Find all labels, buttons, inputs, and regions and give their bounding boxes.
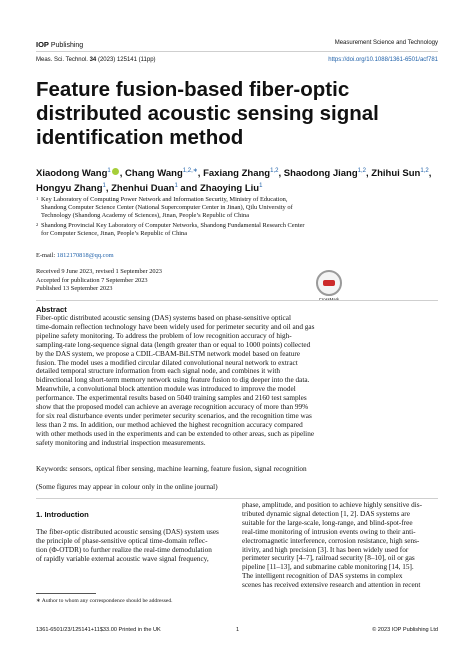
text-line: tributed dynamic signal detection [1, 2]. DAS systems are — [242, 509, 410, 518]
author-separator: , — [197, 168, 204, 180]
affiliation-marker[interactable]: 1,2,∗ — [182, 168, 198, 174]
publisher-logo: IOP Publishing — [36, 40, 84, 49]
text-line: pipeline [11–13], and submarine cable monitoring [14, 15]. — [242, 563, 414, 572]
page-number: 1 — [236, 627, 240, 633]
text-line: the principle of phase-sensitive optical time-domain reflec- — [36, 536, 208, 545]
journal-name: Measurement Science and Technology — [334, 40, 438, 46]
publication-dates: Received 9 June 2023, revised 1 September 2023 Accepted for publication 7 September 2023 Published 13 September 2023 — [36, 268, 163, 292]
text-line: with other methods used in the experiments and can be extended to other areas, such as pipeline — [36, 429, 315, 438]
copyright: © 2023 IOP Publishing Ltd — [372, 627, 438, 633]
affiliation-marker[interactable]: 1,2 — [357, 168, 366, 174]
text-line: time-domain reflection technology have been widely used for perimeter security and oil and gas — [36, 322, 315, 331]
text-line: scenes has received extensive research and attention in recent — [242, 581, 421, 590]
keywords: Keywords: sensors, optical fiber sensing, machine learning, feature fusion, signal recognition — [36, 465, 307, 473]
abstract-bottom-divider — [36, 498, 438, 499]
abstract-top-divider — [36, 300, 438, 301]
text-line: real-time monitoring of intrusion events owing to their anti- — [242, 527, 416, 536]
footer-issn: 1361-6501/23/125141+11$33.00 Printed in the UK — [36, 627, 161, 633]
colour-note: (Some figures may appear in colour only in the online journal) — [36, 483, 218, 491]
text-line: show that the proposed model can achieve an average recognition accuracy of more than 99% — [36, 403, 309, 412]
text-line: safety monitoring and industrial inspection measurements. — [36, 438, 206, 447]
author-name: Faxiang Zhang — [203, 168, 271, 180]
affiliation-marker[interactable]: 1,2 — [420, 168, 429, 174]
text-line: perimeter security [4–7], railroad security [8–10], oil or gas — [242, 554, 415, 563]
text-line: less than 2 ms. In addition, our method achieved the highest recognition accuracy compared — [36, 420, 303, 429]
affiliation-1: 1 Key Laboratory of Computing Power Network and Information Security, Ministry of Education, Shandong Computer Science Center (National Supercomputer Center in Jinan), Qilu University of Technology (Shandong Academy of Sciences), Jinan, People’s Republic of China — [36, 196, 293, 220]
text-line: suitable for the large-scale, long-range, and blind-spot-free — [242, 518, 413, 527]
text-line: The intelligent recognition of DAS systems in complex — [242, 572, 403, 581]
author-name: Chang Wang — [125, 168, 183, 180]
text-line: Meanwhile, a convolutional block attention module was introduced to improve the model — [36, 385, 296, 394]
abstract-body — [36, 314, 438, 448]
footnote-divider — [36, 593, 96, 594]
author-name: Zhihui Sun — [371, 168, 421, 180]
article-title — [36, 78, 438, 150]
title-line: distributed acoustic sensing signal — [36, 102, 379, 125]
affiliation-marker[interactable]: 1 — [107, 168, 111, 174]
crossmark-badge[interactable] — [316, 270, 342, 302]
introduction-heading: 1. Introduction — [36, 510, 89, 519]
author-name: Shaodong Jiang — [283, 168, 358, 180]
text-line: performance. The experimental results based on 5040 training samples and 2160 test samples — [36, 394, 307, 403]
text-line: tion (Φ-OTDR) to further realize the real-time demodulation — [36, 545, 212, 554]
intro-right-column — [242, 501, 438, 590]
author-line — [36, 165, 438, 180]
title-line: identification method — [36, 126, 244, 149]
text-line: electromagnetic interference, corrosion resistance, high sens- — [242, 536, 420, 545]
author-separator: , — [119, 168, 126, 180]
author-separator: , — [365, 168, 372, 180]
affiliation-2: 2 Shandong Provincial Key Laboratory of Computer Networks, Shandong Fundamental Research Center for Computer Science, Jinan, People’s Republic of China — [36, 222, 305, 238]
text-line: bidirectional long short-term memory network using feature fusion to dig deeper into the data. — [36, 376, 310, 385]
corresponding-email: E-mail: 1812170818@qq.com — [36, 252, 114, 259]
abstract-heading: Abstract — [36, 305, 67, 314]
text-line: Fiber-optic distributed acoustic sensing (DAS) systems based on phase-sensitive optical — [36, 314, 291, 322]
author-line — [36, 180, 438, 195]
affiliation-marker[interactable]: 1 — [259, 183, 263, 190]
crossmark-icon — [316, 270, 342, 296]
affiliation-marker[interactable]: 1,2 — [270, 168, 279, 174]
affiliation-marker[interactable]: 1 — [102, 183, 106, 190]
email-link[interactable]: 1812170818@qq.com — [56, 252, 114, 259]
intro-left-column — [36, 528, 232, 564]
author-name: Zhaoying Liu — [199, 183, 260, 195]
author-separator: , — [428, 168, 432, 180]
author-name: Hongyu Zhang — [36, 183, 103, 195]
author-separator: , — [105, 183, 112, 195]
text-line: itivity, and high precision [3]. It has been widely used for — [242, 545, 409, 554]
text-line: sampling-rate long-sequence signal data (length greater than or equal to 1000 points) collected — [36, 340, 311, 349]
text-line: detailed temporal structure information from each signal node, and combines it with — [36, 367, 281, 376]
text-line: fusion. The model uses a modified circular dilated convolutional neural network to extract — [36, 358, 298, 367]
affiliation-marker[interactable]: 1 — [174, 183, 178, 190]
text-line: for six real disturbance events under perimeter security scenarios, and the recognition time was — [36, 411, 312, 420]
text-line: by the DAS system, we propose a CDIL-CBAM-BiLSTM network model based on feature — [36, 349, 300, 358]
title-line: Feature fusion-based fiber-optic — [36, 78, 350, 101]
orcid-icon[interactable] — [112, 168, 119, 175]
author-name: Zhenhui Duan — [111, 183, 175, 195]
author-name: Xiaodong Wang — [36, 168, 108, 180]
author-separator: and — [177, 183, 200, 195]
text-line: The fiber-optic distributed acoustic sensing (DAS) system uses — [36, 528, 219, 536]
text-line: pipeline safety monitoring. To address the problem of low recognition accuracy of high- — [36, 331, 292, 340]
author-list — [36, 165, 438, 195]
author-separator: , — [278, 168, 284, 180]
citation: Meas. Sci. Technol. 34 (2023) 125141 (11pp) — [36, 57, 156, 63]
correspondence-footnote: ∗ Author to whom any correspondence should be addressed. — [36, 598, 173, 604]
text-line: phase, amplitude, and position to achieve highly sensitive dis- — [242, 501, 423, 509]
doi-link[interactable]: https://doi.org/10.1088/1361-6501/acf781 — [328, 57, 438, 63]
text-line: of rapidly variable external acoustic wave signal frequency, — [36, 554, 209, 563]
header-divider — [36, 51, 438, 52]
